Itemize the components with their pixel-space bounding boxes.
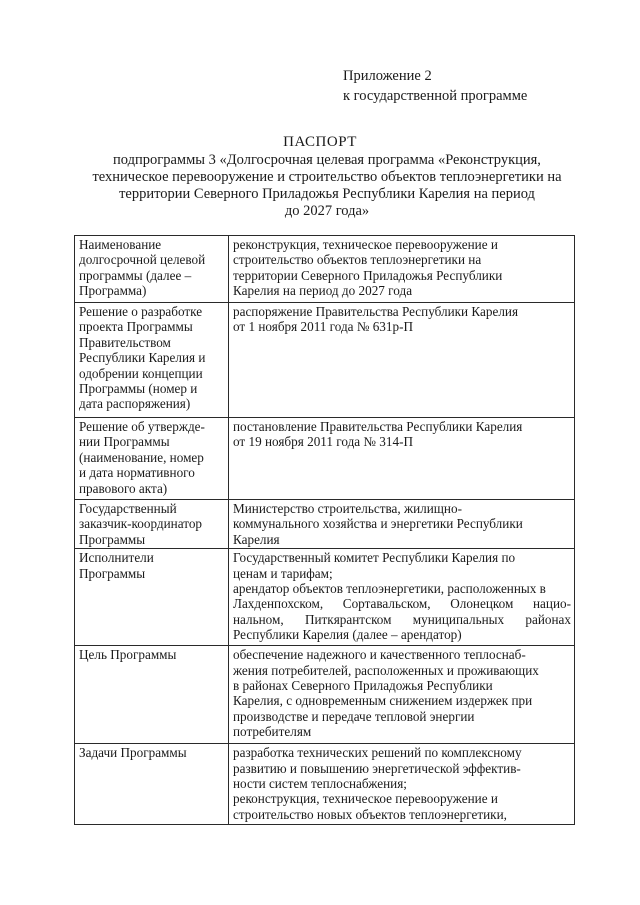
row-label	[75, 236, 229, 303]
value-line: строительство новых объектов теплоэнергетики,	[233, 806, 507, 822]
label-line: Исполнители	[79, 550, 154, 566]
row-value	[229, 646, 575, 744]
value-line: строительство объектов теплоэнергетики на	[233, 252, 482, 268]
label-line: Правительством	[79, 334, 171, 350]
table-row-tasks	[75, 744, 575, 825]
row-value	[229, 303, 575, 418]
table-row-decision-development	[75, 303, 575, 418]
table-row-goal	[75, 646, 575, 744]
row-label	[75, 549, 229, 646]
label-line: Программа)	[79, 283, 147, 299]
value-line: распоряжение Правительства Республики Карелия	[233, 304, 519, 319]
row-value	[229, 744, 575, 825]
label-line: Решение о разработке	[79, 304, 203, 319]
value-line: коммунального хозяйства и энергетики Республики	[233, 516, 523, 532]
value-line: реконструкция, техническое перевооружение и	[233, 791, 498, 807]
value-line: ценам и тарифам;	[233, 565, 333, 581]
table-row-customer	[75, 500, 575, 549]
passport-table	[74, 235, 575, 825]
value-line: в районах Северного Приладожья Республики	[233, 678, 493, 694]
label-line: проекта Программы	[79, 319, 193, 335]
appendix-heading	[343, 66, 527, 106]
value-line: жения потребителей, расположенных и проживающих	[233, 662, 539, 678]
label-line: Государственный	[79, 501, 177, 516]
label-line: долгосрочной целевой	[79, 252, 206, 268]
appendix-line-2: к государственной программе	[343, 88, 528, 104]
label-line: Программы	[79, 565, 146, 581]
label-line: (наименование, номер	[79, 449, 204, 465]
row-label	[75, 418, 229, 500]
table-row-program-name	[75, 236, 575, 303]
label-line: Цель Программы	[79, 647, 177, 663]
label-line: заказчик-координатор	[79, 516, 203, 532]
value-line: Карелия, с одновременным снижением издержек при	[233, 693, 533, 709]
value-line: производстве и передаче тепловой энергии	[233, 708, 475, 724]
row-value	[229, 236, 575, 303]
label-line: и дата нормативного	[79, 465, 195, 481]
value-line: развитию и повышению энергетической эффектив-	[233, 760, 521, 776]
appendix-line-1: Приложение 2	[343, 68, 432, 84]
row-value	[229, 500, 575, 549]
label-line: Решение об утвержде-	[79, 419, 205, 434]
value-line: Министерство строительства, жилищно-	[233, 501, 462, 516]
table-row-decision-approval	[75, 418, 575, 500]
row-label	[75, 303, 229, 418]
value-line: нальном, Питкярантском муниципальных районах	[233, 611, 571, 627]
value-line: постановление Правительства Республики Карелия	[233, 419, 523, 434]
value-line: потребителям	[233, 724, 312, 740]
value-line: от 19 ноября 2011 года № 314-П	[233, 434, 414, 450]
value-line: Карелия	[233, 531, 280, 547]
value-line: ности систем теплоснабжения;	[233, 776, 407, 792]
value-line: разработка технических решений по комплексному	[233, 745, 522, 761]
row-value	[229, 418, 575, 500]
label-line: Республики Карелия и	[79, 350, 206, 366]
subtitle-line: территории Северного Приладожья Республики Карелия на период	[119, 186, 535, 202]
label-line: Программы	[79, 531, 146, 547]
row-label	[75, 500, 229, 549]
label-line: правового акта)	[79, 480, 168, 496]
subtitle-line: техническое перевооружение и строительство объектов теплоэнергетики на	[92, 169, 562, 185]
value-line: территории Северного Приладожья Республики	[233, 267, 503, 283]
value-line: арендатор объектов теплоэнергетики, расположенных в	[233, 581, 546, 597]
label-line: одобрении концепции	[79, 365, 203, 381]
value-line: Лахденпохском, Сортавальском, Олонецком нацио-	[233, 596, 571, 612]
subtitle-line: подпрограммы 3 «Долгосрочная целевая программа «Реконструкция,	[113, 152, 541, 168]
row-value	[229, 549, 575, 646]
value-line: Карелия на период до 2027 года	[233, 283, 413, 299]
label-line: программы (далее –	[79, 267, 192, 283]
row-label	[75, 646, 229, 744]
value-line: реконструкция, техническое перевооружение и	[233, 237, 498, 252]
label-line: Задачи Программы	[79, 745, 187, 761]
label-line: Программы (номер и	[79, 381, 198, 397]
label-line: дата распоряжения)	[79, 396, 191, 412]
value-line: обеспечение надежного и качественного теплоснаб-	[233, 647, 526, 663]
label-line: Наименование	[79, 237, 162, 252]
row-label	[75, 744, 229, 825]
document-subtitle	[92, 152, 562, 220]
document-title: ПАСПОРТ	[283, 134, 357, 150]
value-line: от 1 ноября 2011 года № 631р-П	[233, 319, 414, 335]
value-line: Республики Карелия (далее – арендатор)	[233, 627, 462, 643]
table-row-executors	[75, 549, 575, 646]
subtitle-line: до 2027 года»	[284, 203, 370, 219]
value-line: Государственный комитет Республики Карелия по	[233, 550, 516, 566]
label-line: нии Программы	[79, 434, 170, 450]
